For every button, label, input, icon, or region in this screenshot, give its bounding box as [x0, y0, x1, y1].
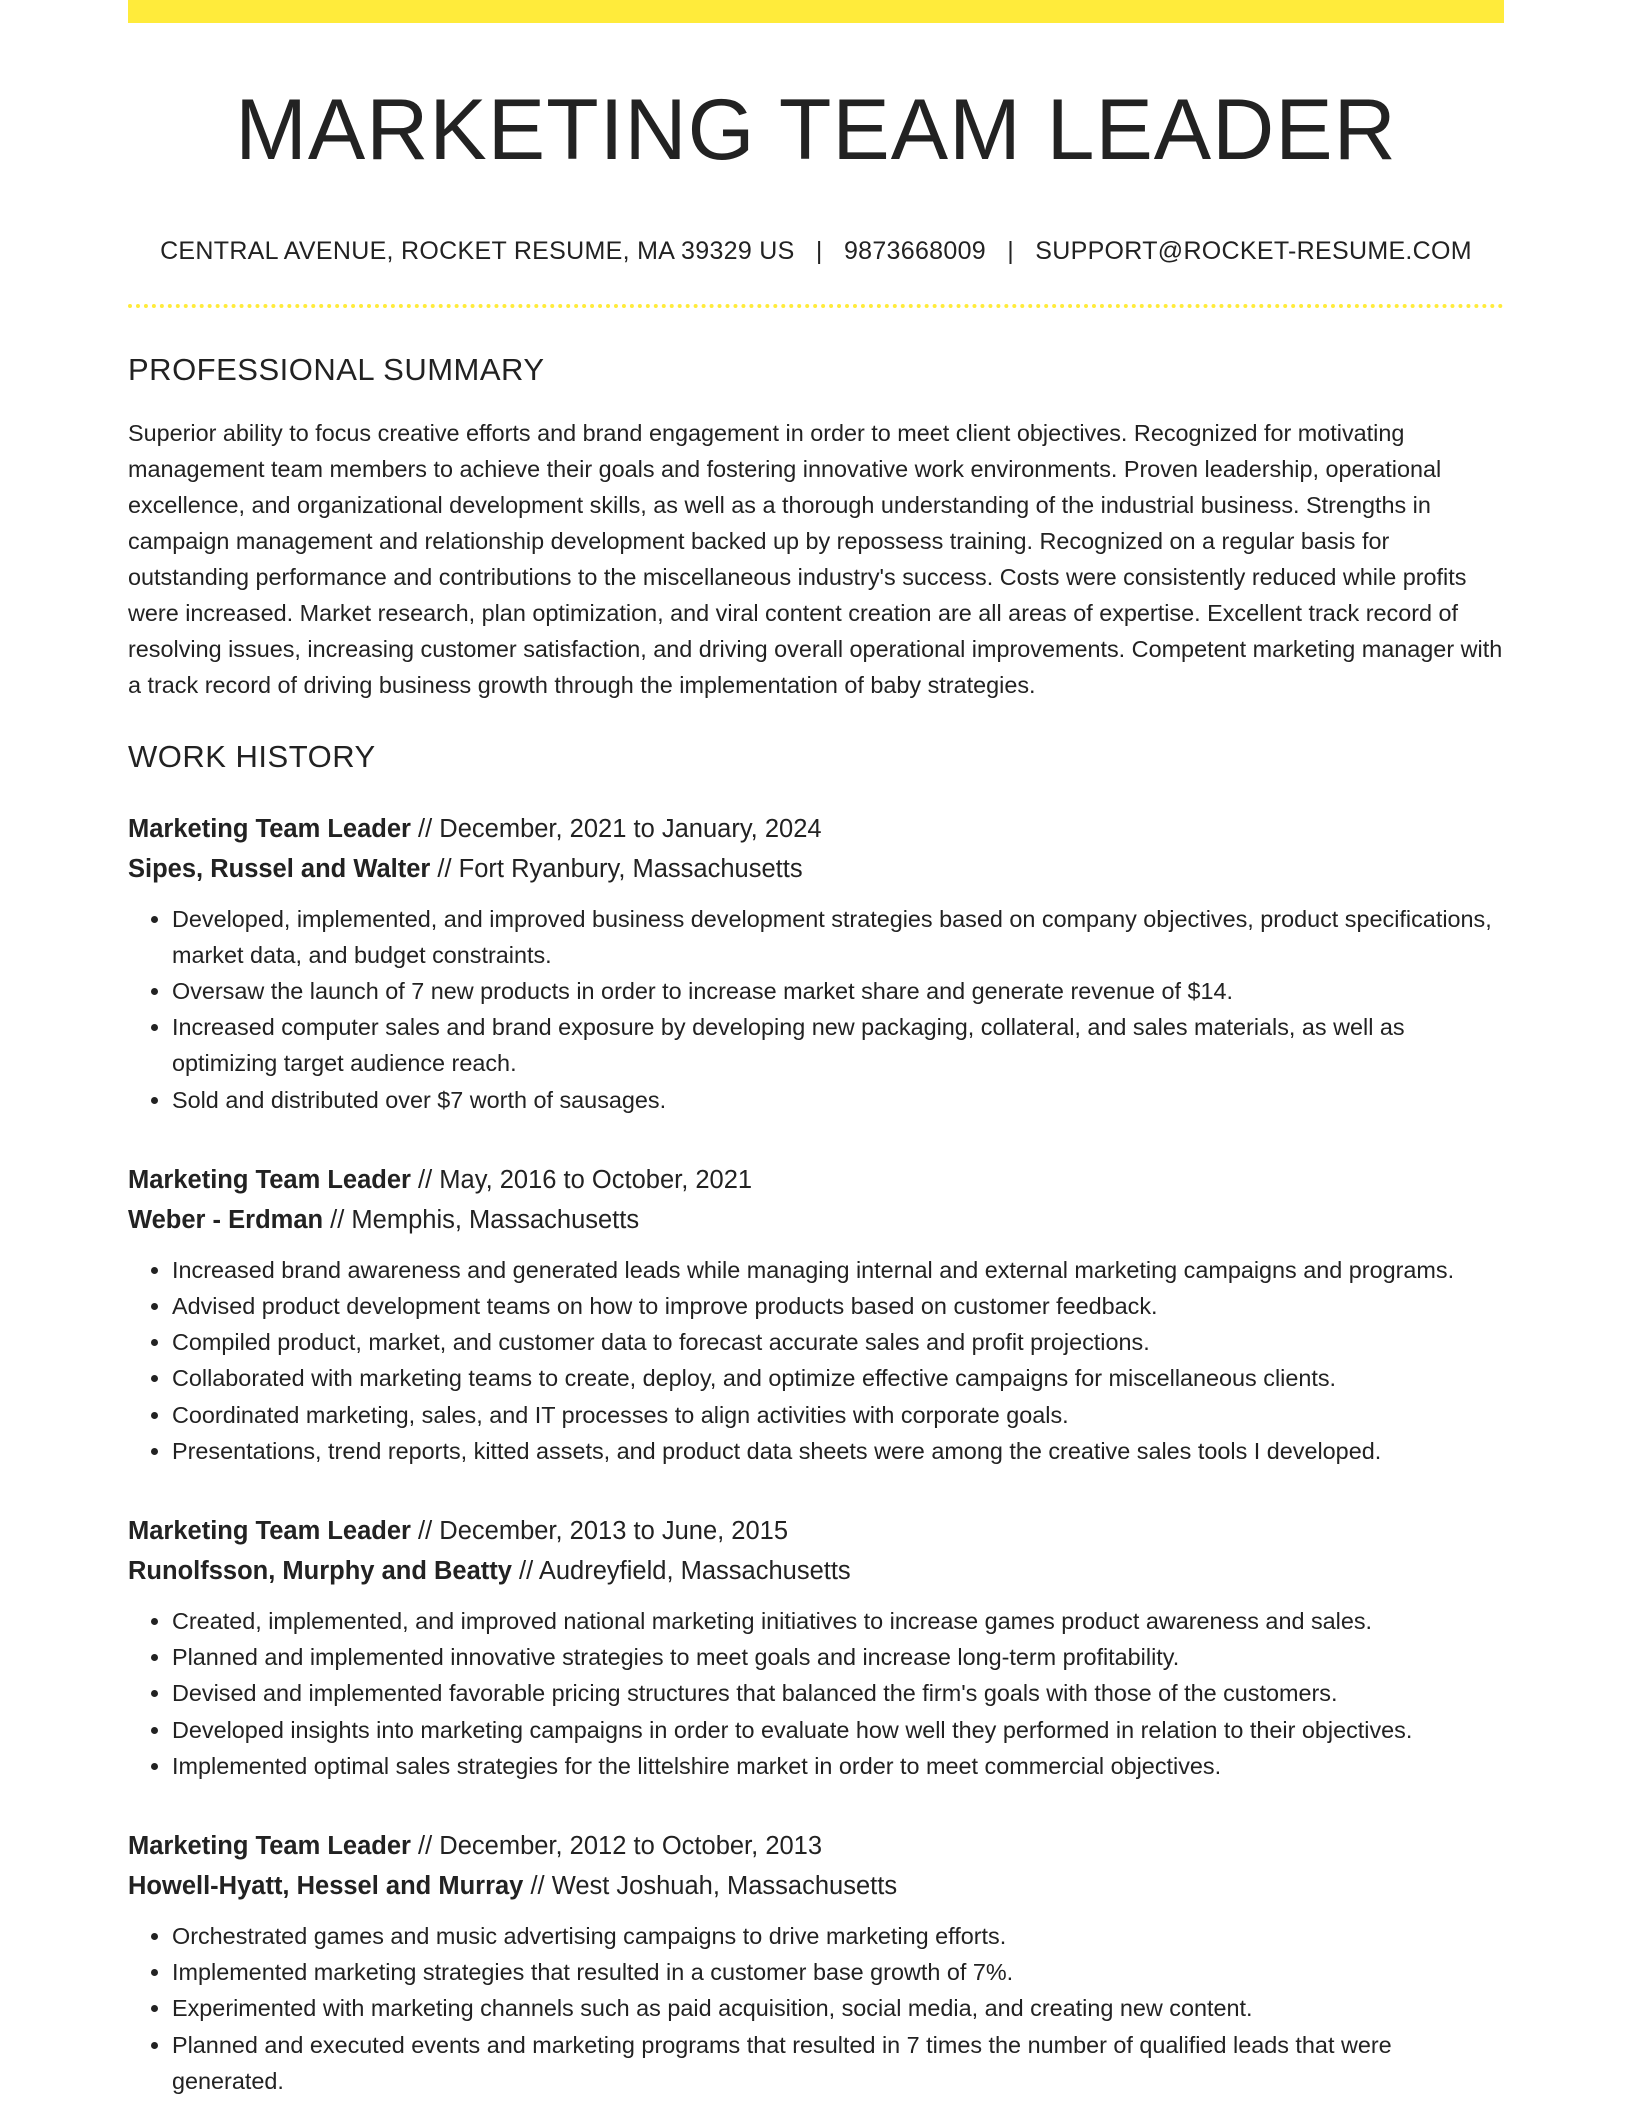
contact-phone: 9873668009 [843, 236, 986, 265]
job-dates: // December, 2021 to January, 2024 [410, 814, 822, 843]
job-bullet: • Implemented optimal sales strategies for the littelshire market in order to meet commercial objectives. [172, 1748, 1504, 1784]
job-bullet: • Increased brand awareness and generated leads while managing internal and external marketing campaigns and programs. [172, 1252, 1504, 1288]
job-company: Weber - Erdman [128, 1205, 324, 1234]
job-bullet: • Sold and distributed over $7 worth of sausages. [172, 1082, 1504, 1118]
job-company: Runolfsson, Murphy and Beatty [128, 1557, 512, 1586]
job-location: // Audreyfield, Massachusetts [511, 1557, 851, 1586]
job-entry [128, 809, 1504, 1118]
job-location: // West Joshuah, Massachusetts [523, 1872, 898, 1901]
job-bullets [128, 901, 1504, 1118]
contact-separator: | [815, 236, 823, 265]
contact-email: SUPPORT@ROCKET-RESUME.COM [1035, 236, 1472, 265]
job-role: Marketing Team Leader [128, 814, 411, 843]
job-role: Marketing Team Leader [128, 1517, 411, 1546]
job-title-line [128, 809, 1504, 849]
job-title-line [128, 1160, 1504, 1200]
job-company: Sipes, Russel and Walter [128, 854, 431, 883]
job-bullets [128, 1603, 1504, 1784]
job-bullet: • Devised and implemented favorable pricing structures that balanced the firm's goals with those of the customers. [172, 1675, 1504, 1711]
job-bullet: • Presentations, trend reports, kitted assets, and product data sheets were among the creative sales tools I developed. [172, 1433, 1504, 1469]
job-bullet: • Developed insights into marketing campaigns in order to evaluate how well they performed in relation to their objectives. [172, 1712, 1504, 1748]
job-bullet: • Experimented with marketing channels such as paid acquisition, social media, and creating new content. [172, 1990, 1504, 2026]
summary-text: Superior ability to focus creative efforts and brand engagement in order to meet client objectives. Recognized for motivating management team members to achieve their goals and fostering innovative work environments. Proven leadership, operational excellence, and organizational development skills, as well as a thorough understanding of the industrial business. Strengths in campaign management and relationship development backed up by repossess training. Recognized on a regular basis for outstanding performance and contributions to the miscellaneous industry's success. Costs were consistently reduced while profits were increased. Market research, plan optimization, and viral content creation are all areas of expertise. Excellent track record of resolving issues, increasing customer satisfaction, and driving overall operational improvements. Competent marketing manager with a track record of driving business growth through the implementation of baby strategies. [128, 419, 1503, 698]
job-bullet: • Collaborated with marketing teams to create, deploy, and optimize effective campaigns for miscellaneous clients. [172, 1360, 1504, 1396]
job-dates: // May, 2016 to October, 2021 [410, 1165, 753, 1194]
job-bullet: • Created, implemented, and improved national marketing initiatives to increase games product awareness and sales. [172, 1603, 1504, 1639]
resume-name: MARKETING TEAM LEADER [235, 82, 1397, 178]
job-role: Marketing Team Leader [128, 1165, 411, 1194]
header-accent-bar [128, 0, 1504, 23]
job-bullet: • Planned and executed events and marketing programs that resulted in 7 times the number of qualified leads that were generated. [172, 2027, 1504, 2099]
job-company-line [128, 1200, 1504, 1240]
job-company-line [128, 1551, 1504, 1591]
job-company-line [128, 849, 1504, 889]
job-bullet: • Planned and implemented innovative strategies to meet goals and increase long-term profitability. [172, 1639, 1504, 1675]
job-title-line [128, 1511, 1504, 1551]
contact-line [128, 237, 1504, 266]
job-role: Marketing Team Leader [128, 1832, 411, 1861]
job-bullet: • Coordinated marketing, sales, and IT processes to align activities with corporate goals. [172, 1397, 1504, 1433]
header-divider [128, 304, 1504, 308]
job-entry [128, 1511, 1504, 1784]
job-location: // Fort Ryanbury, Massachusetts [430, 854, 803, 883]
resume-page [128, 0, 1504, 2099]
job-bullets [128, 1252, 1504, 1469]
job-bullet: • Oversaw the launch of 7 new products in order to increase market share and generate revenue of $14. [172, 973, 1504, 1009]
job-bullet: • Compiled product, market, and customer data to forecast accurate sales and profit projections. [172, 1324, 1504, 1360]
job-bullet: • Developed, implemented, and improved business development strategies based on company objectives, product specifications, market data, and budget constraints. [172, 901, 1504, 973]
job-bullet: • Advised product development teams on how to improve products based on customer feedback. [172, 1288, 1504, 1324]
job-bullet: • Increased computer sales and brand exposure by developing new packaging, collateral, and sales materials, as well as optimizing target audience reach. [172, 1009, 1504, 1081]
summary-heading: PROFESSIONAL SUMMARY [128, 351, 545, 387]
job-entry [128, 1160, 1504, 1469]
job-bullet: • Implemented marketing strategies that resulted in a customer base growth of 7%. [172, 1954, 1504, 1990]
job-bullet: • Orchestrated games and music advertising campaigns to drive marketing efforts. [172, 1918, 1504, 1954]
job-bullets [128, 1918, 1504, 2099]
job-entry [128, 1826, 1504, 2099]
job-company-line [128, 1866, 1504, 1906]
work-history-list [128, 809, 1504, 2099]
contact-separator: | [1007, 236, 1015, 265]
job-company: Howell-Hyatt, Hessel and Murray [128, 1872, 524, 1901]
work-history-heading: WORK HISTORY [128, 738, 376, 774]
job-title-line [128, 1826, 1504, 1866]
job-dates: // December, 2012 to October, 2013 [410, 1832, 823, 1861]
contact-address: CENTRAL AVENUE, ROCKET RESUME, MA 39329 US [160, 236, 795, 265]
job-dates: // December, 2013 to June, 2015 [410, 1517, 789, 1546]
job-location: // Memphis, Massachusetts [323, 1205, 640, 1234]
